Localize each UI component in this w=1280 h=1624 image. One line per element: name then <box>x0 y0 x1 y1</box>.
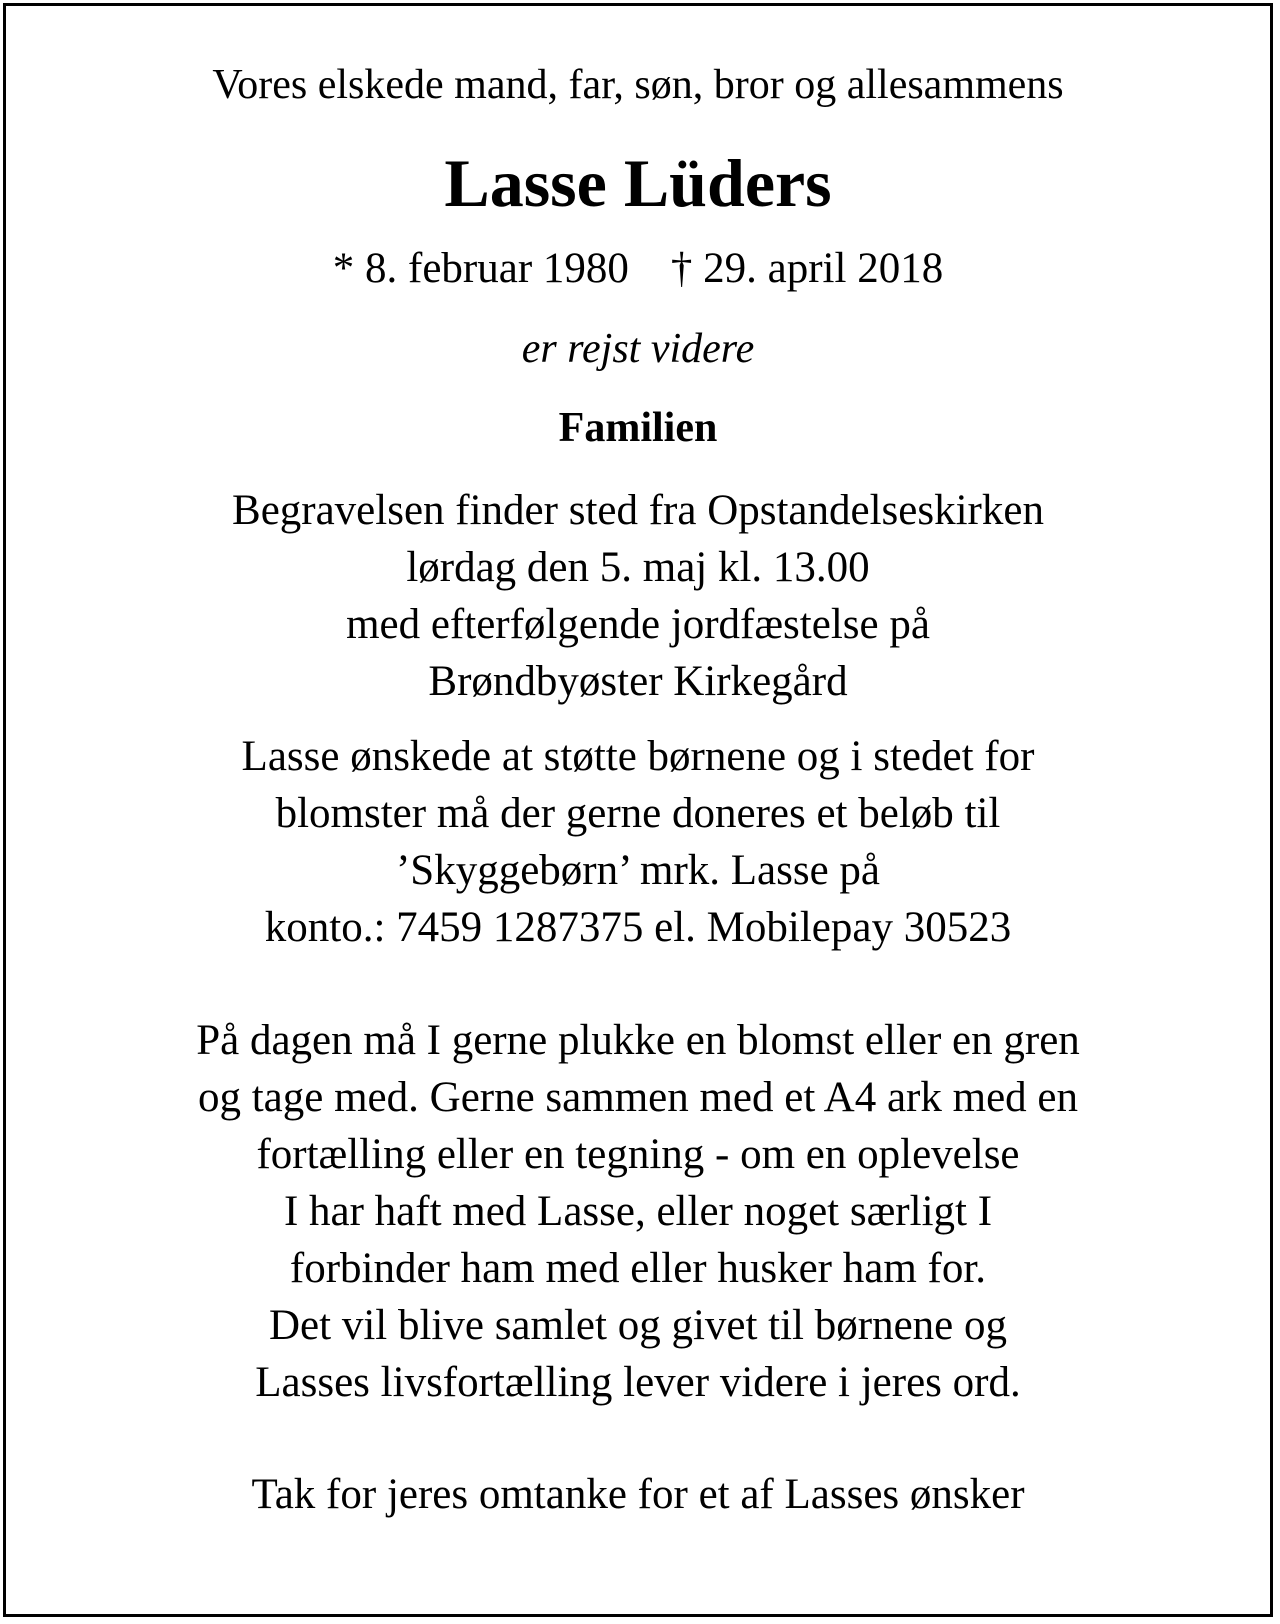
deceased-name: Lasse Lüders <box>444 145 832 221</box>
funeral-line: Begravelsen finder sted fra Opstandelseskirken <box>232 487 1044 534</box>
funeral-line: med efterfølgende jordfæstelse på <box>346 601 930 648</box>
obituary-notice <box>6 6 1270 1522</box>
donation-line: blomster må der gerne doneres et beløb til <box>275 790 1001 837</box>
notice-frame <box>3 3 1273 1617</box>
request-line: På dagen må I gerne plukke en blomst eller en gren <box>196 1017 1080 1064</box>
birth-date: * 8. februar 1980 <box>332 245 629 292</box>
life-dates <box>6 241 1270 296</box>
donation-line: konto.: 7459 1287375 el. Mobilepay 30523 <box>264 904 1012 951</box>
donation-line: Lasse ønskede at støtte børnene og i stedet for <box>241 733 1035 780</box>
signature-family: Familien <box>558 405 718 451</box>
funeral-info <box>6 482 1270 710</box>
death-date: † 29. april 2018 <box>670 245 944 292</box>
request-line: I har haft med Lasse, eller noget særligt I <box>283 1188 993 1235</box>
request-line: fortælling eller en tegning - om en oplevelse <box>256 1131 1020 1178</box>
funeral-line: Brøndbyøster Kirkegård <box>428 658 848 705</box>
request-line: og tage med. Gerne sammen med et A4 ark med en <box>197 1074 1078 1121</box>
flower-request <box>6 1012 1270 1411</box>
request-line: Det vil blive samlet og givet til børnene og <box>268 1302 1007 1349</box>
intro-text: Vores elskede mand, far, søn, bror og allesammens <box>212 62 1064 108</box>
departed-text: er rejst videre <box>521 326 755 372</box>
request-line: forbinder ham med eller husker ham for. <box>289 1245 987 1292</box>
donation-line: ’Skyggebørn’ mrk. Lasse på <box>395 847 881 894</box>
funeral-line: lørdag den 5. maj kl. 13.00 <box>406 544 870 591</box>
request-line: Lasses livsfortælling lever videre i jeres ord. <box>255 1359 1021 1406</box>
donation-info <box>6 728 1270 956</box>
thanks-text: Tak for jeres omtanke for et af Lasses ønsker <box>251 1471 1025 1518</box>
